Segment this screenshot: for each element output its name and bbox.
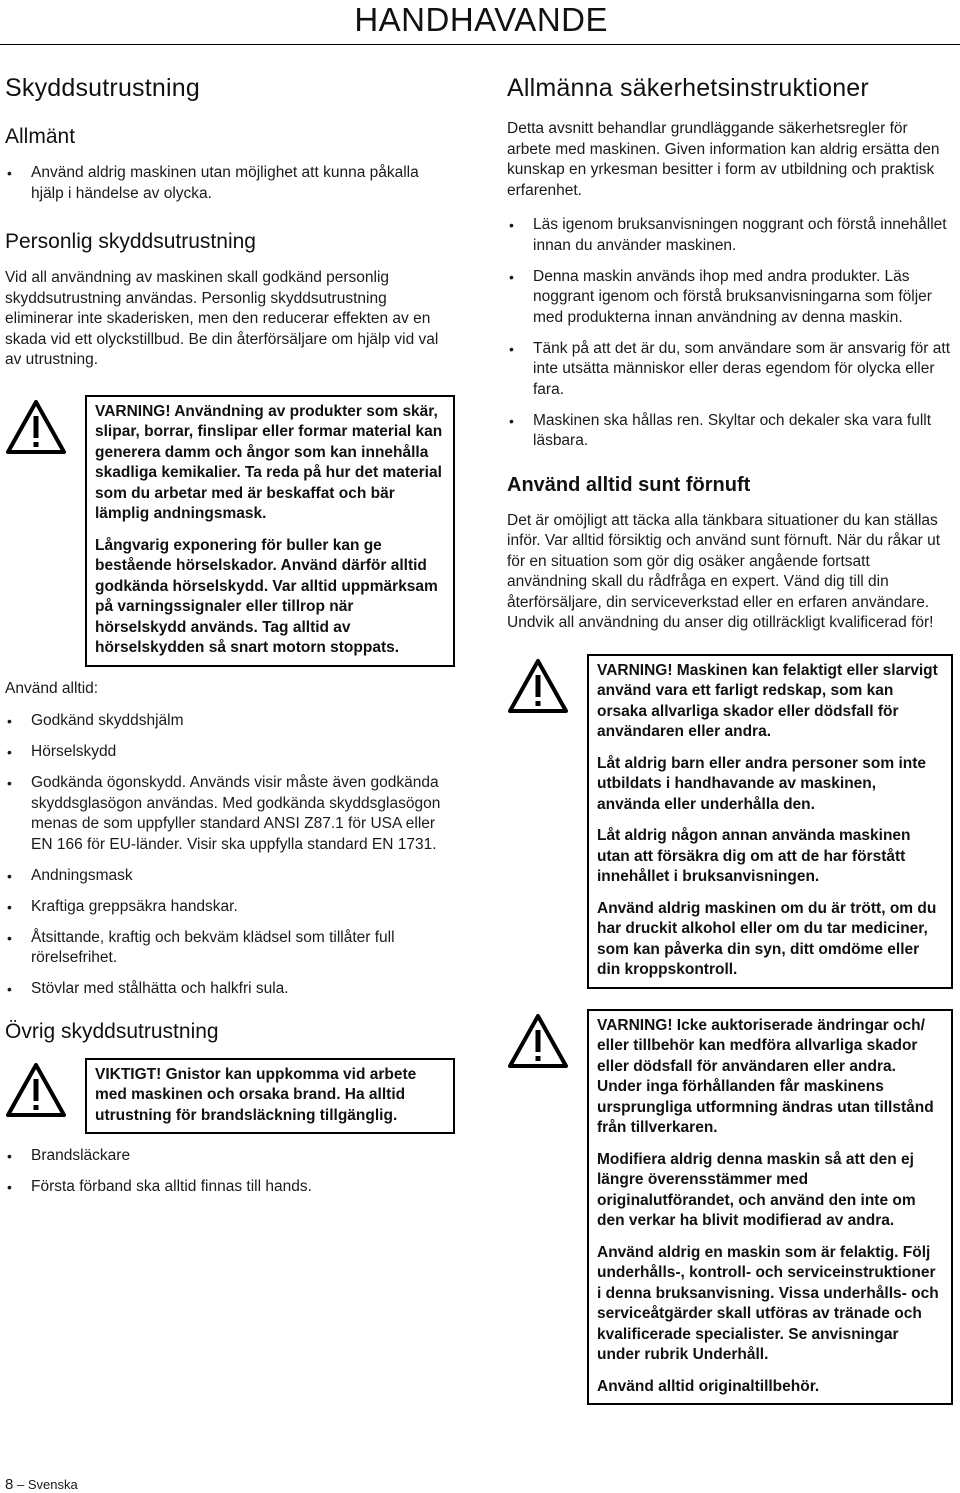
list-item: • Andningsmask	[5, 866, 455, 887]
bullet-icon: •	[7, 1148, 12, 1164]
list-item: • Brandsläckare	[5, 1146, 455, 1167]
heading-personlig: Personlig skyddsutrustning	[5, 230, 256, 253]
left-column	[5, 62, 455, 1208]
footer-language: Svenska	[27, 1477, 78, 1492]
warning-text: Använd aldrig maskinen om du är trött, om du har druckit alkohol eller om du tar mediciner, som kan påverka din syn, ditt omdöme eller din kroppskontroll.	[597, 899, 937, 978]
warning-text: Långvarig exponering för buller kan ge bestående hörselskador. Använd därför alltid godkända hörselskydd. Var alltid uppmärksam på varningssignaler eller tillrop när hörselskydd används. Tag alltid av hörselskydden så snart motorn stoppats.	[95, 536, 438, 656]
warning-box	[85, 1058, 455, 1135]
bullet-icon: •	[7, 981, 12, 997]
warning-text: VARNING! Användning av produkter som skär, slipar, borrar, finslipar eller formar material kan generera damm och ångor som kan innehålla skadliga kemikalier. Ta reda på hur det material som du arbetar med är beskaffat och bär lämplig andningsmask.	[95, 402, 443, 522]
bullet-icon: •	[7, 744, 12, 760]
list-item: • Maskinen ska hållas ren. Skyltar och dekaler ska vara fullt läsbara.	[509, 411, 932, 449]
bullet-icon: •	[7, 713, 12, 729]
ovrig-list	[5, 1146, 455, 1198]
bullet-icon: •	[509, 340, 514, 357]
list-item: • Denna maskin används ihop med andra produkter. Läs noggrant igenom och förstå bruksanvisningarna som följer med produkterna innan användning av denna maskin.	[509, 267, 932, 326]
list-item: • Tänk på att det är du, som användare som är ansvarig för att inte utsätta människor eller deras egendom för olycka eller fara.	[509, 339, 950, 398]
list-item: • Kraftiga greppsäkra handskar.	[5, 897, 455, 918]
heading-ovrig: Övrig skyddsutrustning	[5, 1019, 219, 1043]
chapter-title: HANDHAVANDE	[354, 1, 608, 38]
bullet-icon: •	[509, 268, 514, 285]
footer-dash: –	[16, 1477, 25, 1492]
page-number: 8	[5, 1476, 14, 1493]
warning-triangle-icon	[5, 399, 67, 455]
section-title-sakerhet: Allmänna säkerhetsinstruktioner	[507, 74, 869, 102]
warning-text: Modifiera aldrig denna maskin så att den ej längre överensstämmer med originalutförandet, och använd den inte om den verkar ha blivit modifierad av andra.	[597, 1150, 916, 1229]
bullet-icon: •	[7, 1179, 12, 1195]
bullet-icon: •	[7, 775, 12, 791]
warning-text: Låt aldrig barn eller andra personer som inte utbildats i handhavande av maskinen, använda eller underhålla den.	[597, 754, 927, 813]
equipment-list	[5, 711, 455, 1000]
list-item: • Läs igenom bruksanvisningen noggrant och förstå innehållet innan du använder maskinen.	[509, 216, 947, 254]
personlig-paragraph: Vid all användning av maskinen skall godkänd personlig skyddsutrustning användas. Personlig skyddsutrustning eliminerar inte skaderisken, men den reducerar effekten av en skada vid ett olyckstillbud. Be din återförsäljare om hjälp vid val av utrustning.	[5, 269, 439, 368]
bullet-icon: •	[7, 867, 12, 884]
list-item: • Åtsittande, kraftig och bekväm klädsel som tillåter full rörelsefrihet.	[7, 928, 395, 966]
allmant-list	[5, 163, 455, 204]
warning-box	[587, 654, 953, 989]
intro-paragraph: Detta avsnitt behandlar grundläggande säkerhetsregler för arbete med maskinen. Given information kan aldrig ersätta den kunskap en yrkesman besitter i form av utbildning och praktisk erfarenhet.	[507, 120, 940, 199]
safety-list	[507, 215, 953, 452]
warning-text: VARNING! Icke auktoriserade ändringar och/ eller tillbehör kan medföra allvarliga skador eller dödsfall för användaren eller andra. Under inga förhållanden får maskinens ursprungliga utformning ändras utan tillstånd från tillverkaren.	[597, 1016, 934, 1136]
page-header	[0, 0, 960, 48]
warning-text: Låt aldrig någon annan använda maskinen utan att försäkra dig om att de har förstått innehållet i bruksanvisningen.	[597, 827, 911, 885]
warning-box	[587, 1009, 953, 1406]
warning-triangle-icon	[507, 1013, 569, 1069]
list-item: • Använd aldrig maskinen utan möjlighet att kunna påkalla hjälp i händelse av olycka.	[7, 164, 419, 202]
bullet-icon: •	[509, 217, 514, 233]
use-always-label: Använd alltid:	[5, 679, 99, 697]
list-item: • Hörselskydd	[5, 742, 455, 763]
warning-block-modifications	[507, 1009, 953, 1406]
list-item: • Första förband ska alltid finnas till hands.	[5, 1177, 455, 1198]
warning-triangle-icon	[507, 658, 569, 714]
warning-box	[85, 395, 455, 667]
warning-text: Använd aldrig en maskin som är felaktig. Följ underhålls-, kontroll- och serviceinstruktioner i denna bruksanvisning. Vissa underhålls- och serviceåtgärder skall utföras av tränade och kvalificerade specialister. Se anvisningar under rubrik Underhåll.	[597, 1243, 939, 1363]
heading-sunt-fornuft: Använd alltid sunt förnuft	[507, 473, 751, 496]
sunt-paragraph: Det är omöjligt att täcka alla tänkbara situationer du kan ställas inför. Var alltid försiktig och använd sunt förnuft. När du råkar ut för en situation som gör dig osäker angående fortsatt användning skall du rådfråga en expert. Vänd dig till din återförsäljare, din serviceverkstad eller en erfaren användare. Undvik all användning du anser dig otillräckligt kvalificerad för!	[507, 511, 941, 631]
bullet-icon: •	[7, 929, 12, 946]
bullet-icon: •	[7, 165, 12, 181]
warning-block-dust-noise	[5, 395, 455, 667]
warning-block-misuse	[507, 654, 953, 989]
right-column	[507, 62, 953, 1417]
page-footer	[5, 1476, 78, 1493]
warning-text: VARNING! Maskinen kan felaktigt eller slarvigt använd vara ett farligt redskap, som kan orsaka allvarliga skador eller dödsfall för användaren eller andra.	[597, 661, 938, 740]
header-rule	[0, 44, 960, 45]
warning-text: VIKTIGT! Gnistor kan uppkomma vid arbete med maskinen och orsaka brand. Ha alltid utrustning för brandsläckning tillgänglig.	[95, 1065, 417, 1124]
section-title-skyddsutrustning: Skyddsutrustning	[5, 74, 200, 102]
bullet-icon: •	[509, 412, 514, 429]
list-item: • Godkända ögonskydd. Används visir måste även godkända skyddsglasögon användas. Med godkända skyddsglasögon menas de som uppfyller standard ANSI Z87.1 för USA eller EN 166 för EU-länder. Visir ska uppfylla standard EN 1731.	[7, 774, 441, 853]
heading-allmant: Allmänt	[5, 125, 76, 148]
bullet-icon: •	[7, 898, 12, 915]
warning-block-fire	[5, 1058, 455, 1135]
warning-triangle-icon	[5, 1062, 67, 1118]
list-item: • Godkänd skyddshjälm	[5, 711, 455, 732]
list-item: • Stövlar med stålhätta och halkfri sula.	[5, 979, 455, 1000]
warning-text: Använd alltid originaltillbehör.	[597, 1377, 820, 1395]
